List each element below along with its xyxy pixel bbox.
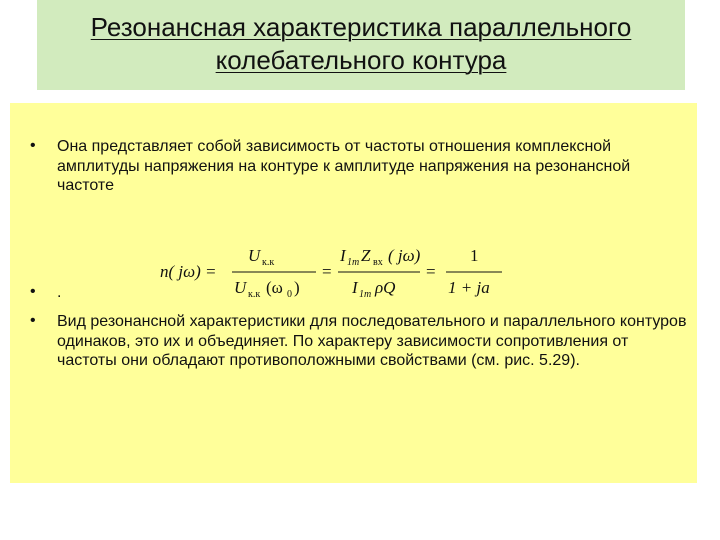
formula-num1: U [248, 246, 261, 265]
formula-num2c: ( jω) [388, 246, 421, 265]
formula-lhs: n( jω) = [160, 262, 217, 281]
formula-den3: 1 + ja [448, 278, 490, 297]
bullet-marker: • [30, 312, 36, 329]
formula-num2a-sub: 1m [347, 257, 360, 268]
formula-num2b-sub: вх [373, 257, 383, 268]
formula-eq3: = [426, 262, 436, 281]
formula-den1-arg: (ω [266, 278, 283, 297]
formula-den2b: ρQ [375, 278, 396, 297]
formula-den2a: I [352, 278, 358, 297]
formula-den1-sub: к.к [248, 289, 261, 300]
formula-num3: 1 [470, 246, 479, 265]
formula-num2a: I [340, 246, 346, 265]
bullet-text-comparison: Вид резонансной характеристики для последовательного и параллельного контуров одинаков, это их и объединяет. По характеру зависимости сопротивления от частоты они обладают противоположными свойствами (см. рис. 5.29). [57, 313, 687, 369]
slide-title-box [37, 0, 685, 90]
bullet-text-definition: Она представляет собой зависимость от частоты отношения комплексной амплитуды напряжения на контуре к амплитуде напряжения на резонансной частоте [57, 138, 631, 194]
slide-title-line-2: колебательного контура [215, 45, 507, 75]
bullet-marker: • [30, 283, 36, 300]
slide-title-line-1: Резонансная характеристика параллельного [90, 12, 632, 42]
formula-den1: U [234, 278, 247, 297]
formula-num2b: Z [361, 246, 371, 265]
formula-den1-arg-sub: 0 [287, 289, 292, 300]
slide-content-box [10, 103, 697, 483]
bullet-text-dot: . [57, 284, 62, 301]
formula-den1-close: ) [294, 278, 300, 297]
formula-eq2: = [322, 262, 332, 281]
bullet-marker: • [30, 137, 36, 154]
formula-den2a-sub: 1m [359, 289, 372, 300]
formula-num1-sub: к.к [262, 257, 275, 268]
